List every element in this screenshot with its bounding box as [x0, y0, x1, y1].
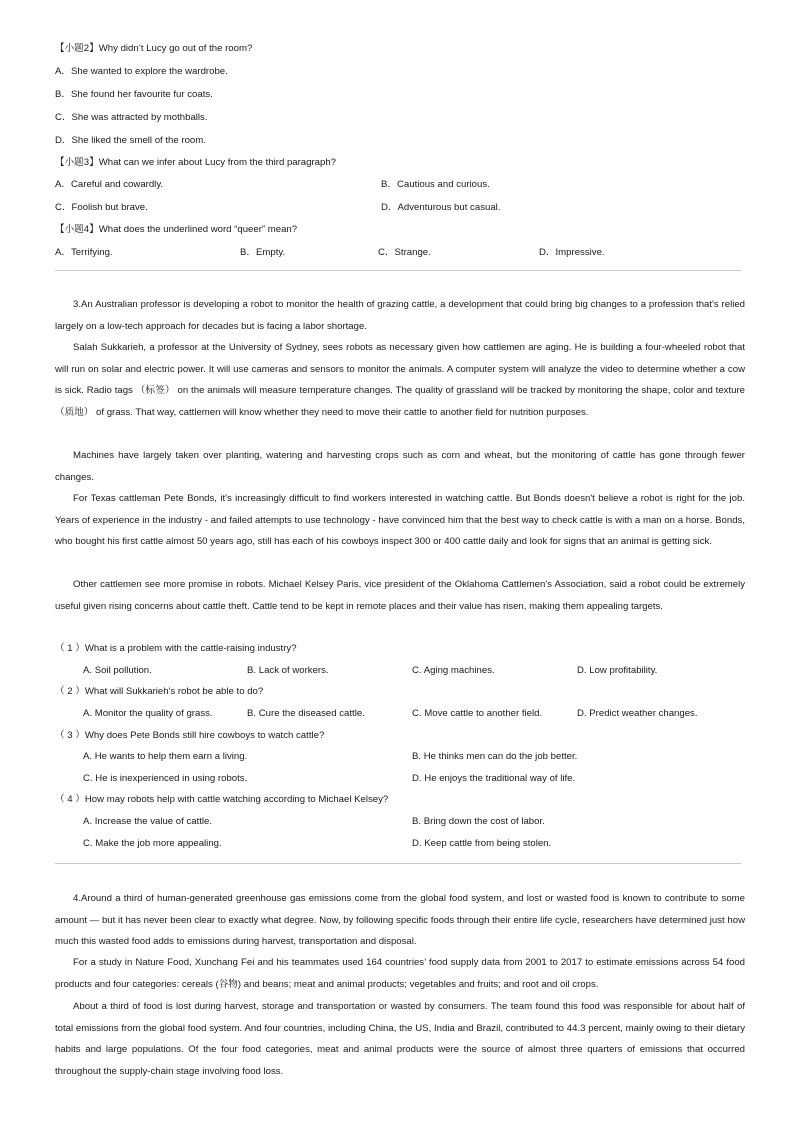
q2-stem: 【小题2】Why didn’t Lucy go out of the room? — [55, 43, 253, 54]
p3-q2-option-d: D. Predict weather changes. — [577, 708, 698, 719]
q2-option-a: A．She wanted to explore the wardrobe. — [55, 66, 228, 77]
section-divider — [55, 270, 741, 271]
p3-q4-option-d: D. Keep cattle from being stolen. — [412, 838, 552, 849]
q2-option-c: C．She was attracted by mothballs. — [55, 112, 208, 123]
passage3-paragraph-3: Machines have largely taken over planting, watering and harvesting crops such as corn and wheat, but the monitoring of cattle has gone through fewer changes. — [55, 450, 745, 483]
p3-q3-option-c: C. He is inexperienced in using robots. — [83, 773, 248, 784]
p3-q3-option-d: D. He enjoys the traditional way of life. — [412, 773, 576, 784]
q2-option-b: B．She found her favourite fur coats. — [55, 89, 213, 100]
p3-q1-stem: （ 1 ）What is a problem with the cattle-raising industry? — [55, 643, 297, 654]
passage4-paragraph-3: About a third of food is lost during harvest, storage and transportation or wasted by consumers. The team found this food was responsible for about half of total emissions from the global food system. And four countries, including China, the US, India and Brazil, contributed to 44.3 percent, mainly owing to their dietary habits and large populations. Of the four food categories, meat and animal products were the source of almost three quarters of emissions that occurred throughout the supply-chain stage involving food loss. — [55, 1001, 745, 1077]
p3-q2-option-b: B. Cure the diseased cattle. — [247, 708, 365, 719]
q2-option-d: D．She liked the smell of the room. — [55, 135, 206, 146]
p3-q4-option-c: C. Make the job more appealing. — [83, 838, 222, 849]
p3-q3-option-a: A. He wants to help them earn a living. — [83, 751, 248, 762]
p3-q1-option-a: A. Soil pollution. — [83, 665, 152, 676]
passage3-paragraph-2: Salah Sukkarieh, a professor at the University of Sydney, sees robots as necessary given how cattlemen are aging. He is building a four-wheeled robot that will run on solar and electric power. It will use cameras and sensors to monitor the animals. A computer system will analyze the video to determine whether a cow is sick. Radio tags （标签） on the animals will measure temperature changes. The quality of grassland will be tracked by monitoring the shape, color and texture （质地） of grass. That way, cattlemen will know whether they need to move their cattle to another field for nutrition purposes. — [55, 342, 745, 418]
q3-option-b: B．Cautious and curious. — [381, 179, 490, 190]
p3-q1-option-c: C. Aging machines. — [412, 665, 495, 676]
q3-stem: 【小题3】What can we infer about Lucy from the third paragraph? — [55, 157, 337, 168]
passage3-paragraph-1: 3.An Australian professor is developing a robot to monitor the health of grazing cattle, a development that could bring big changes to a profession that's relied largely on a low-tech approach for decades but is facing a labor shortage. — [55, 299, 745, 332]
passage4-paragraph-1: 4.Around a third of human-generated greenhouse gas emissions come from the global food system, and lost or wasted food is known to contribute to some amount — but it has never been clear to exactly what degree. Now, by following specific foods through their entire life cycle, researchers have determined just how much this wasted food adds to emissions during harvest, transportation and disposal. — [55, 893, 745, 948]
q3-option-c: C．Foolish but brave. — [55, 202, 148, 213]
q4-option-a: A．Terrifying. — [55, 247, 113, 258]
passage4-paragraph-2: For a study in Nature Food, Xunchang Fei and his teammates used 164 countries’ food supply data from 2001 to 2017 to estimate emissions across 54 food products and four categories: cereals (谷物) and beans; meat and animal products; vegetables and fruits; and root and oil crops. — [55, 957, 745, 990]
section-divider — [55, 863, 741, 864]
p3-q4-option-b: B. Bring down the cost of labor. — [412, 816, 545, 827]
p3-q1-option-b: B. Lack of workers. — [247, 665, 329, 676]
q4-option-c: C．Strange. — [378, 247, 431, 258]
p3-q3-stem: （ 3 ）Why does Pete Bonds still hire cowboys to watch cattle? — [55, 730, 325, 741]
q4-option-b: B．Empty. — [240, 247, 286, 258]
q4-option-d: D．Impressive. — [539, 247, 605, 258]
p3-q2-option-a: A. Monitor the quality of grass. — [83, 708, 213, 719]
passage3-paragraph-4: For Texas cattleman Pete Bonds, it's increasingly difficult to find workers interested in watching cattle. But Bonds doesn't believe a robot is right for the job. Years of experience in the industry - and failed attempts to use technology - have convinced him that the best way to check cattle is with a man on a horse. Bonds, who bought his first cattle almost 50 years ago, still has each of his cowboys inspect 300 or 400 cattle daily and look for signs that an animal is getting sick. — [55, 493, 745, 548]
p3-q2-option-c: C. Move cattle to another field. — [412, 708, 543, 719]
q3-option-a: A．Careful and cowardly. — [55, 179, 164, 190]
p3-q1-option-d: D. Low profitability. — [577, 665, 658, 676]
q4-stem: 【小题4】What does the underlined word “queer” mean? — [55, 224, 298, 235]
p3-q4-stem: （ 4 ）How may robots help with cattle watching according to Michael Kelsey? — [55, 794, 389, 805]
p3-q4-option-a: A. Increase the value of cattle. — [83, 816, 213, 827]
p3-q2-stem: （ 2 ）What will Sukkarieh's robot be able to do? — [55, 686, 264, 697]
q3-option-d: D．Adventurous but casual. — [381, 202, 501, 213]
p3-q3-option-b: B. He thinks men can do the job better. — [412, 751, 578, 762]
passage3-paragraph-5: Other cattlemen see more promise in robots. Michael Kelsey Paris, vice president of the Oklahoma Cattlemen's Association, said a robot could be extremely useful given rising concerns about cattle theft. Cattle tend to be kept in remote places and their value has risen, making them appealing targets. — [55, 579, 745, 612]
